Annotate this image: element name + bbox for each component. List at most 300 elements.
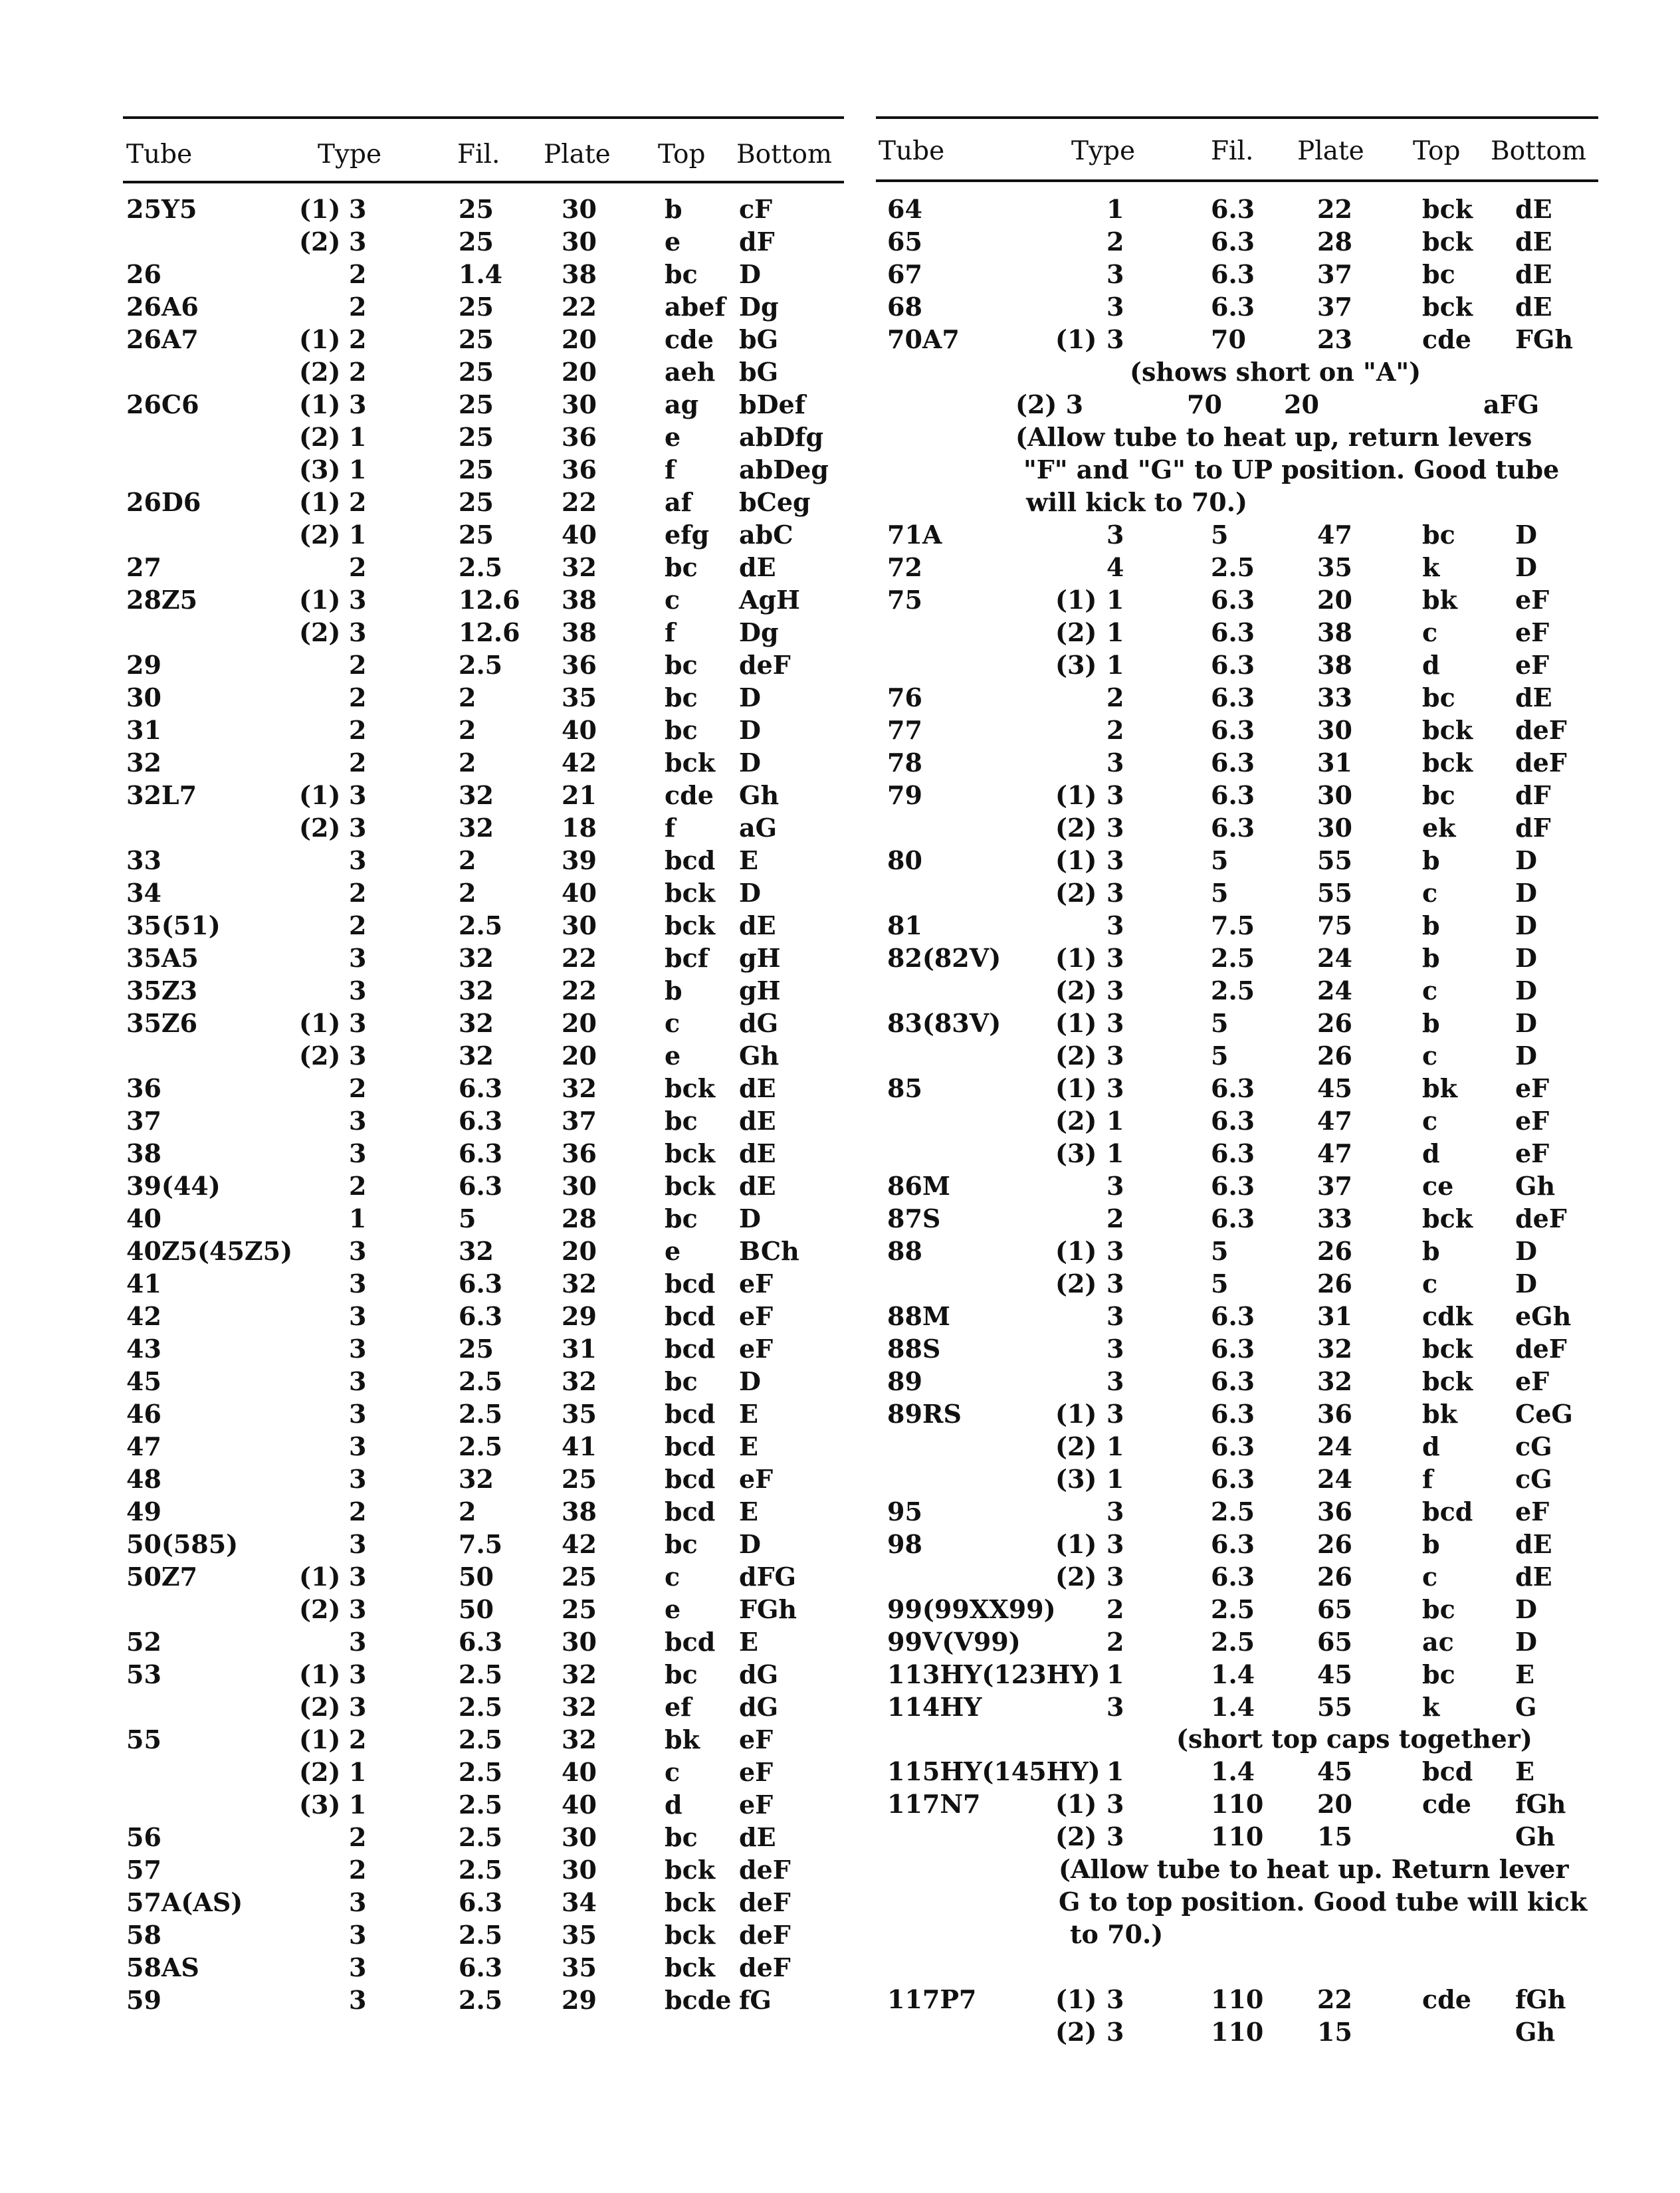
plate-value: 38 (562, 617, 597, 647)
tube-name: 53 (126, 1659, 161, 1689)
top-value: bcd (665, 1497, 716, 1526)
top-value: f (665, 455, 676, 484)
top-value: cde (1422, 324, 1471, 354)
plate-value: 40 (562, 1757, 597, 1787)
fil-value: 25 (459, 422, 494, 452)
plate-value: 42 (562, 748, 597, 778)
fil-value: 2 (459, 845, 476, 875)
plate-value: 30 (562, 910, 597, 940)
tube-name: 35A5 (126, 943, 199, 973)
bottom-value: eF (739, 1724, 774, 1754)
type-value: 3 (1106, 1301, 1124, 1331)
plate-value: 24 (1317, 1431, 1352, 1461)
fil-value: 32 (459, 976, 494, 1005)
top-value: c (1422, 976, 1438, 1005)
fil-value: 32 (459, 1041, 494, 1071)
type-value: 1 (349, 1757, 367, 1787)
top-value: e (665, 1236, 681, 1266)
bottom-value: cG (1515, 1431, 1552, 1461)
type-value: 2 (1106, 1594, 1124, 1624)
tube-name: 89 (887, 1366, 922, 1396)
fil-value: 25 (459, 227, 494, 257)
bottom-value: AgH (739, 585, 800, 615)
top-value: bcde (665, 1985, 732, 2015)
bottom-value: bCeg (739, 487, 811, 517)
plate-value: 75 (1317, 910, 1352, 940)
fil-value: 2.5 (459, 1659, 503, 1689)
tube-name: 42 (126, 1301, 161, 1331)
plate-value: 55 (1317, 845, 1352, 875)
fil-value: 6.3 (459, 1627, 503, 1657)
plate-value: 24 (1317, 976, 1352, 1005)
header-top: Top (1413, 136, 1461, 166)
plate-value: 37 (1317, 259, 1352, 289)
top-value: bck (665, 1138, 716, 1168)
plate-value: 30 (562, 194, 597, 224)
top-value: c (1422, 1269, 1438, 1299)
type-value: 3 (349, 1301, 367, 1331)
plate-value: 32 (562, 1073, 597, 1103)
section-number: (2) (1055, 1822, 1097, 1851)
bottom-value: BCh (739, 1236, 799, 1266)
type-value: 3 (349, 1562, 367, 1592)
tube-name: 117N7 (887, 1789, 981, 1819)
fil-value: 2.5 (459, 1790, 503, 1820)
top-value: d (1422, 1138, 1440, 1168)
section-number: (2) (299, 1041, 341, 1071)
type-value: 2 (349, 1171, 367, 1201)
plate-value: 32 (562, 1659, 597, 1689)
tube-name: 98 (887, 1529, 922, 1559)
top-value: bc (665, 1366, 698, 1396)
top-value: bc (665, 682, 698, 712)
bottom-value: fG (739, 1985, 772, 2015)
plate-value: 28 (1317, 227, 1352, 257)
type-value: 3 (1106, 1008, 1124, 1038)
fil-value: 5 (1211, 845, 1229, 875)
top-value: bcf (665, 943, 709, 973)
tube-name: 32 (126, 748, 161, 778)
fil-value: 6.3 (1211, 227, 1255, 257)
top-value: f (665, 813, 676, 843)
fil-value: 6.3 (1211, 748, 1255, 778)
top-value: bck (665, 878, 716, 908)
type-value: 2 (1106, 1203, 1124, 1233)
fil-value: 2.5 (1211, 552, 1255, 582)
plate-value: 36 (562, 422, 597, 452)
section-number: (1) (1055, 1073, 1097, 1103)
plate-value: 36 (562, 1138, 597, 1168)
tube-name: 26D6 (126, 487, 201, 517)
fil-value: 12.6 (459, 585, 520, 615)
plate-value: 47 (1317, 520, 1352, 550)
section-number: (1) (299, 194, 341, 224)
plate-value: 29 (562, 1985, 597, 2015)
section-number: (1) (1055, 780, 1097, 810)
fil-value: 6.3 (1211, 259, 1255, 289)
fil-value: 50 (459, 1594, 494, 1624)
bottom-value: eF (1515, 1497, 1550, 1526)
top-value: bc (665, 259, 698, 289)
bottom-value: D (1515, 1627, 1537, 1657)
top-value: bck (665, 1171, 716, 1201)
fil-value: 5 (1211, 520, 1229, 550)
top-value: bc (665, 552, 698, 582)
top-value: efg (665, 520, 710, 550)
tube-name: 88 (887, 1236, 922, 1266)
bottom-value: eF (739, 1757, 774, 1787)
tube-name: 76 (887, 682, 922, 712)
note-70a7-short: (shows short on "A") (1130, 357, 1421, 387)
fil-value: 2.5 (459, 1757, 503, 1787)
bottom-value: bG (739, 324, 779, 354)
top-value: bc (665, 1659, 698, 1689)
type-value: 3 (349, 1659, 367, 1689)
tube-name: 32L7 (126, 780, 197, 810)
header-tube: Tube (126, 140, 193, 169)
fil-value: 6.3 (1211, 1106, 1255, 1136)
type-value: 3 (1106, 324, 1124, 354)
plate-value: 25 (562, 1594, 597, 1624)
section-number: (2) (299, 1692, 341, 1722)
fil-value: 6.3 (1211, 617, 1255, 647)
section-number: (1) (299, 389, 341, 419)
fil-value: 25 (459, 389, 494, 419)
type-value: 2 (1106, 227, 1124, 257)
plate-value: 26 (1317, 1529, 1352, 1559)
fil-value: 6.3 (1211, 1334, 1255, 1364)
type-value: 3 (349, 1529, 367, 1559)
section-number: (3) (299, 455, 341, 484)
fil-value: 6.3 (459, 1106, 503, 1136)
bottom-value: D (1515, 520, 1537, 550)
section-number: (1) (1055, 845, 1097, 875)
type-value: 1 (1106, 1464, 1124, 1494)
bottom-value: D (1515, 1008, 1537, 1038)
plate-value: 20 (1317, 585, 1352, 615)
plate-value: 22 (1317, 1984, 1352, 2014)
bottom-value: eF (1515, 1073, 1550, 1103)
note-117n7-line-2: G to top position. Good tube will kick (1059, 1887, 1588, 1917)
tube-name: 99V(V99) (887, 1627, 1021, 1657)
top-value: c (665, 1562, 681, 1592)
tube-name: 89RS (887, 1399, 962, 1429)
fil-value: 110 (1211, 2017, 1264, 2047)
section-number: (3) (299, 1790, 341, 1820)
type-value: 2 (349, 292, 367, 322)
plate-value: 30 (562, 1855, 597, 1885)
type-value: 3 (1106, 2017, 1124, 2047)
fil-value: 25 (459, 487, 494, 517)
plate-value: 25 (562, 1562, 597, 1592)
fil-value: 2.5 (459, 1399, 503, 1429)
bottom-value: Dg (739, 617, 779, 647)
type-value: 3 (1106, 845, 1124, 875)
fil-value: 1.4 (1211, 1659, 1255, 1689)
bottom-value: gH (739, 943, 781, 973)
top-value: bcd (1422, 1756, 1473, 1786)
plate-value: 42 (562, 1529, 597, 1559)
bottom-value: gH (739, 976, 781, 1005)
type-value: 3 (349, 1594, 367, 1624)
fil-value: 6.3 (1211, 780, 1255, 810)
section-number: (1) (1055, 1236, 1097, 1266)
bottom-value: D (1515, 845, 1537, 875)
bottom-value: eF (739, 1334, 774, 1364)
type-value: 3 (349, 1041, 367, 1071)
top-value: bcd (665, 1334, 716, 1364)
tube-name: 59 (126, 1985, 161, 2015)
type-value: 3 (1106, 813, 1124, 843)
bottom-value: dE (739, 552, 776, 582)
type-value: 1 (1106, 1431, 1124, 1461)
section-number: (1) (1055, 1789, 1097, 1819)
bottom-value: eF (739, 1790, 774, 1820)
plate-value: 45 (1317, 1756, 1352, 1786)
bottom-value: dE (1515, 227, 1552, 257)
top-value: c (1422, 1562, 1438, 1592)
top-value: d (1422, 650, 1440, 680)
fil-value: 5 (1211, 1236, 1229, 1266)
tube-name: 38 (126, 1138, 161, 1168)
bottom-value: dE (1515, 194, 1552, 224)
plate-value: 36 (562, 455, 597, 484)
plate-value: 15 (1317, 1822, 1352, 1851)
bottom-value: D (739, 259, 761, 289)
type-value: 1 (349, 520, 367, 550)
top-value: k (1422, 552, 1440, 582)
type-value: 2 (349, 910, 367, 940)
header-fil: Fil. (457, 140, 500, 169)
fil-value: 6.3 (459, 1887, 503, 1917)
top-value: cde (1422, 1984, 1471, 2014)
type-value: 3 (1106, 748, 1124, 778)
bottom-value: D (1515, 1269, 1537, 1299)
top-value: ag (665, 389, 699, 419)
plate-value: 30 (562, 227, 597, 257)
fil-value: 70 (1211, 324, 1246, 354)
plate-value: 26 (1317, 1041, 1352, 1071)
bottom-value: deF (739, 1952, 791, 1982)
fil-value: 25 (459, 324, 494, 354)
header-tube: Tube (879, 136, 945, 166)
tube-name: 85 (887, 1073, 922, 1103)
top-value: abef (665, 292, 726, 322)
type-value: 3 (349, 943, 367, 973)
type-value: 2 (349, 748, 367, 778)
type-value: 3 (1106, 878, 1124, 908)
top-value: bcd (665, 1431, 716, 1461)
type-value: 3 (349, 1399, 367, 1429)
top-value: bc (665, 1203, 698, 1233)
type-value: 3 (1106, 1171, 1124, 1201)
tube-name: 39(44) (126, 1171, 221, 1201)
type-value: 2 (349, 1497, 367, 1526)
tube-name: 87S (887, 1203, 941, 1233)
fil-value: 25 (459, 292, 494, 322)
top-value: cde (1422, 1789, 1471, 1819)
header-bottom: Bottom (1491, 136, 1586, 166)
top-value: e (665, 422, 681, 452)
bottom-value: dE (1515, 259, 1552, 289)
plate-value: 30 (562, 1822, 597, 1852)
bottom-value: D (1515, 1041, 1537, 1071)
type-value: 2 (349, 1724, 367, 1754)
bottom-value: dE (739, 1822, 776, 1852)
bottom-value: E (1515, 1659, 1534, 1689)
type-value: 3 (349, 1138, 367, 1168)
type-value: 3 (1106, 1562, 1124, 1592)
type-value: 2 (349, 1855, 367, 1885)
top-value: ce (1422, 1171, 1454, 1201)
top-value: bck (1422, 194, 1473, 224)
top-value: ac (1422, 1627, 1454, 1657)
fil-value: 110 (1211, 1984, 1264, 2014)
bottom-value: Gh (1515, 2017, 1556, 2047)
tube-name: 41 (126, 1269, 161, 1299)
plate-value: 35 (562, 682, 597, 712)
section-number: (2) (299, 813, 341, 843)
section-number: (1) (1055, 585, 1097, 615)
bottom-value: deF (739, 650, 791, 680)
type-value: 2 (349, 1073, 367, 1103)
bottom-value: aFG (1483, 389, 1540, 419)
top-value: e (665, 1594, 681, 1624)
top-value: bc (665, 650, 698, 680)
type-value: 3 (349, 780, 367, 810)
plate-value: 37 (562, 1106, 597, 1136)
top-value: c (665, 1008, 681, 1038)
top-value: bc (1422, 1594, 1455, 1624)
type-value: 3 (1106, 259, 1124, 289)
bottom-value: dF (1515, 780, 1551, 810)
type-value: 3 (349, 1627, 367, 1657)
top-value: c (1422, 1041, 1438, 1071)
bottom-value: dE (739, 910, 776, 940)
plate-value: 35 (562, 1920, 597, 1950)
plate-value: 47 (1317, 1106, 1352, 1136)
plate-value: 32 (562, 1724, 597, 1754)
fil-value: 5 (1211, 1008, 1229, 1038)
fil-value: 2.5 (459, 1366, 503, 1396)
plate-value: 36 (1317, 1399, 1352, 1429)
tube-name: 28Z5 (126, 585, 198, 615)
tube-name: 115HY(145HY) (887, 1756, 1101, 1786)
fil-value: 6.3 (1211, 292, 1255, 322)
top-value: ef (665, 1692, 692, 1722)
tube-name: 46 (126, 1399, 161, 1429)
type-value: 3 (349, 1008, 367, 1038)
tube-name: 86M (887, 1171, 950, 1201)
plate-value: 20 (1317, 1789, 1352, 1819)
tube-name: 68 (887, 292, 922, 322)
plate-value: 38 (562, 259, 597, 289)
top-value: bck (1422, 227, 1473, 257)
tube-name: 25Y5 (126, 194, 197, 224)
fil-value: 2.5 (1211, 1497, 1255, 1526)
plate-value: 28 (562, 1203, 597, 1233)
top-value: bc (665, 715, 698, 745)
type-value: 3 (1106, 1236, 1124, 1266)
tube-name: 82(82V) (887, 943, 1001, 973)
type-value: 3 (1106, 1366, 1124, 1396)
tube-name: 26 (126, 259, 161, 289)
bottom-value: deF (739, 1887, 791, 1917)
type-value: 1 (1106, 585, 1124, 615)
section-number: (2) (1055, 1106, 1097, 1136)
bottom-value: D (739, 715, 761, 745)
tube-name: 49 (126, 1497, 161, 1526)
section-type: (2) 3 (1015, 389, 1084, 419)
bottom-value: dE (1515, 682, 1552, 712)
top-value: cdk (1422, 1301, 1473, 1331)
top-value: bk (665, 1724, 700, 1754)
fil-value: 2.5 (459, 910, 503, 940)
top-value: b (1422, 1529, 1440, 1559)
bottom-value: deF (1515, 1334, 1567, 1364)
fil-value: 2.5 (459, 1855, 503, 1885)
fil-value: 6.3 (459, 1073, 503, 1103)
bottom-value: dE (1515, 1529, 1552, 1559)
plate-value: 35 (562, 1952, 597, 1982)
top-value: aeh (665, 357, 716, 387)
type-value: 2 (349, 650, 367, 680)
tube-name: 35Z6 (126, 1008, 198, 1038)
top-value: bck (1422, 1334, 1473, 1364)
top-value: bck (1422, 715, 1473, 745)
fil-value: 2.5 (459, 1985, 503, 2015)
top-value: bcd (1422, 1497, 1473, 1526)
bottom-value: fGh (1515, 1984, 1566, 2014)
top-value: bc (1422, 780, 1455, 810)
fil-value: 25 (459, 455, 494, 484)
tube-name: 71A (887, 520, 942, 550)
tube-name: 77 (887, 715, 922, 745)
fil-value: 6.3 (459, 1952, 503, 1982)
plate-value: 20 (1284, 389, 1319, 419)
plate-value: 45 (1317, 1073, 1352, 1103)
note-117n7-line-3: to 70.) (1070, 1919, 1164, 1949)
type-value: 3 (349, 227, 367, 257)
tube-name: 58AS (126, 1952, 199, 1982)
top-value: bk (1422, 1399, 1457, 1429)
bottom-value: eF (739, 1301, 774, 1331)
top-value: d (1422, 1431, 1440, 1461)
plate-value: 37 (1317, 1171, 1352, 1201)
bottom-value: deF (1515, 715, 1567, 745)
top-value: bck (665, 1952, 716, 1982)
top-value: e (665, 227, 681, 257)
bottom-value: deF (1515, 1203, 1567, 1233)
type-value: 1 (1106, 1756, 1124, 1786)
plate-value: 32 (1317, 1334, 1352, 1364)
tube-name: 27 (126, 552, 161, 582)
plate-value: 32 (562, 552, 597, 582)
bottom-value: dG (739, 1008, 779, 1038)
fil-value: 6.3 (1211, 715, 1255, 745)
tube-name: 26A6 (126, 292, 199, 322)
fil-value: 6.3 (459, 1301, 503, 1331)
bottom-value: bG (739, 357, 779, 387)
top-value: b (1422, 943, 1440, 973)
bottom-value: deF (739, 1920, 791, 1950)
fil-value: 2.5 (1211, 976, 1255, 1005)
fil-value: 32 (459, 943, 494, 973)
top-value: bcd (665, 1399, 716, 1429)
type-value: 1 (1106, 194, 1124, 224)
bottom-value: dFG (739, 1562, 797, 1592)
tube-name: 81 (887, 910, 922, 940)
